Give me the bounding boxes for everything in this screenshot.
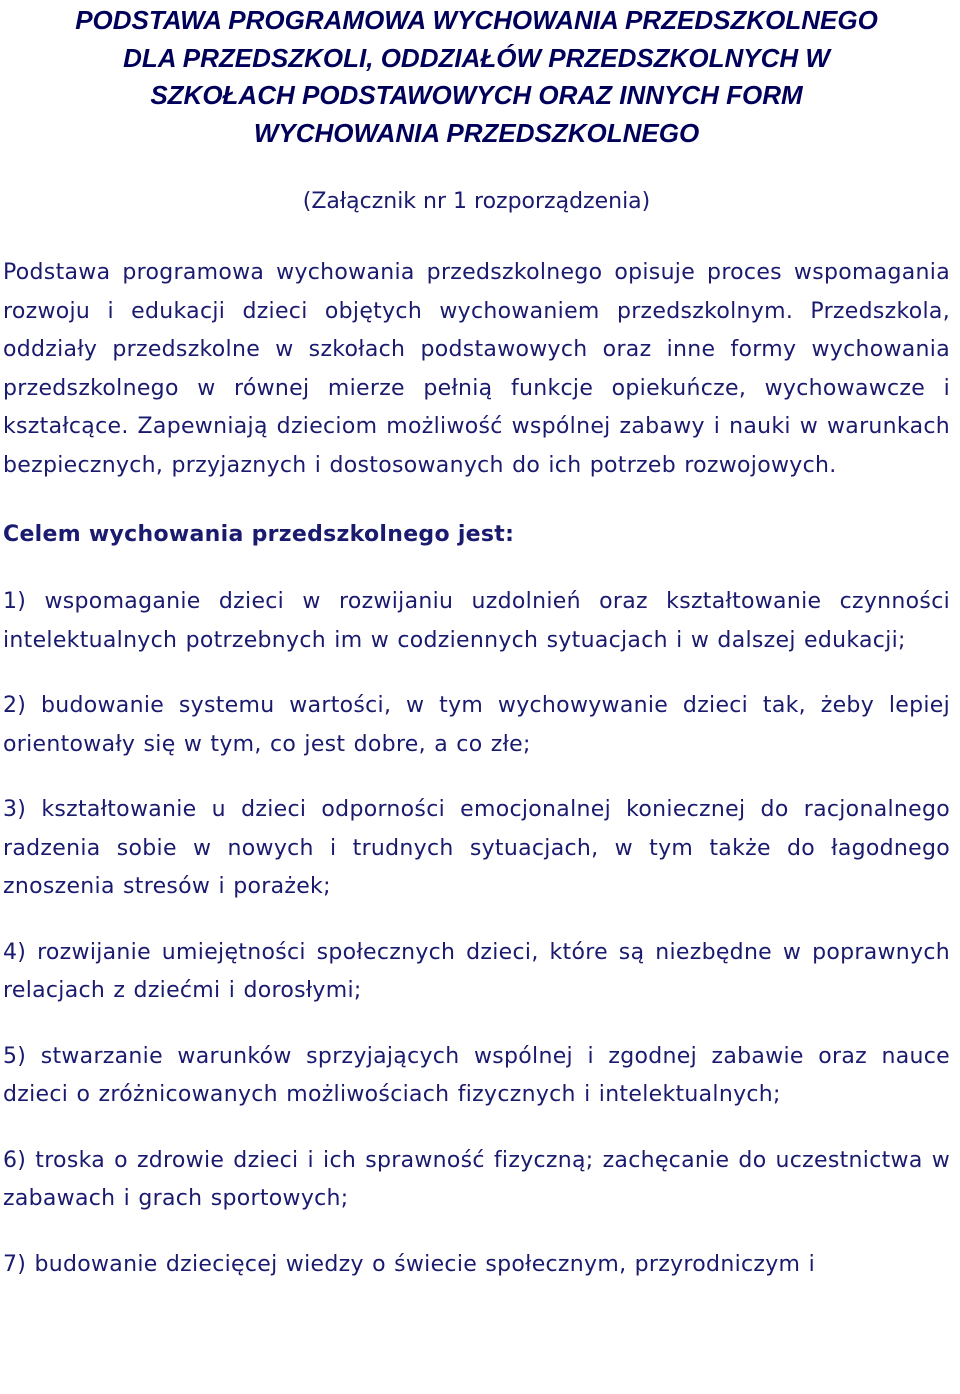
goal-item: 3) kształtowanie u dzieci odporności emocjonalnej koniecznej do racjonalnego radzenia sobie w nowych i trudnych sytuacjach, w tym także do łagodnego znoszenia stresów i porażek; [3, 797, 950, 899]
goals-list [3, 583, 950, 1284]
goal-item: 4) rozwijanie umiejętności społecznych dzieci, które są niezbędne w poprawnych relacjach z dziećmi i dorosłymi; [3, 939, 950, 1003]
document-title [3, 2, 950, 152]
title-line: PODSTAWA PROGRAMOWA WYCHOWANIA PRZEDSZKOLNEGO [75, 5, 878, 35]
document-subtitle: (Załącznik nr 1 rozporządzenia) [302, 189, 651, 214]
goal-item: 1) wspomaganie dzieci w rozwijaniu uzdolnień oraz kształtowanie czynności intelektualnych potrzebnych im w codziennych sytuacjach i w dalszej edukacji; [3, 589, 950, 653]
goal-item: 5) stwarzanie warunków sprzyjających wspólnej i zgodnej zabawie oraz nauce dzieci o zróżnicowanych możliwościach fizycznych i intelektualnych; [3, 1043, 950, 1107]
goal-item: 7) budowanie dziecięcej wiedzy o świecie społecznym, przyrodniczym i [3, 1251, 815, 1277]
title-line: WYCHOWANIA PRZEDSZKOLNEGO [253, 117, 700, 148]
title-line: DLA PRZEDSZKOLI, ODDZIAŁÓW PRZEDSZKOLNYCH W [123, 42, 830, 73]
intro-paragraph: Podstawa programowa wychowania przedszkolnego opisuje proces wspomagania rozwoju i edukacji dzieci objętych wychowaniem przedszkolnym. Przedszkola, oddziały przedszkolne w szkołach podstawowych oraz inne formy wychowania przedszkolnego w równej mierze pełnią funkcje opiekuńcze, wychowawcze i kształcące. Zapewniają dzieciom możliwość wspólnej zabawy i nauki w warunkach bezpiecznych, przyjaznych i dostosowanych do ich potrzeb rozwojowych. [3, 260, 950, 478]
goal-item: 2) budowanie systemu wartości, w tym wychowywanie dzieci tak, żeby lepiej orientowały się w tym, co jest dobre, a co złe; [3, 693, 950, 757]
goals-heading: Celem wychowania przedszkolnego jest: [3, 522, 515, 547]
goal-item: 6) troska o zdrowie dzieci i ich sprawność fizyczną; zachęcanie do uczestnictwa w zabawach i grach sportowych; [3, 1147, 950, 1211]
title-line: SZKOŁACH PODSTAWOWYCH ORAZ INNYCH FORM [150, 80, 803, 110]
